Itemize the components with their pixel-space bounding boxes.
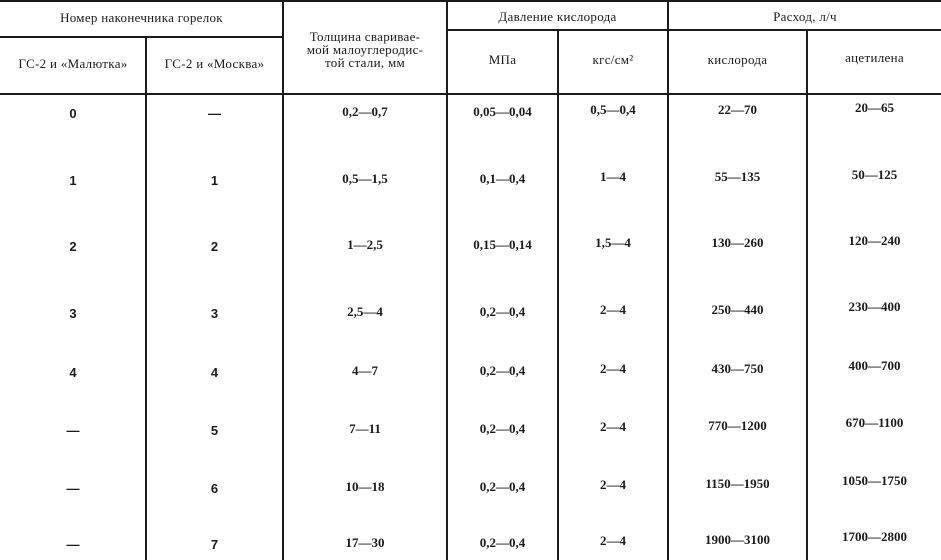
cell-tip-moskva: 4 (210, 365, 219, 380)
cell-tip-malyutka: 1 (69, 173, 77, 188)
cell-consumption-acetylene: 400—700 (848, 358, 901, 373)
cell-thickness: 0,5—1,5 (342, 171, 388, 186)
rule-col-5 (667, 0, 669, 560)
cell-pressure-kgs: 0,5—0,4 (590, 102, 636, 117)
cell-consumption-acetylene: 1050—1750 (842, 473, 907, 488)
rule-header-mid-left (0, 36, 283, 38)
header-tip-number: Номер наконечника горелок (60, 10, 223, 25)
cell-pressure-kgs: 1,5—4 (595, 235, 631, 250)
rule-col-2 (282, 0, 284, 560)
cell-consumption-acetylene: 670—1100 (845, 415, 904, 430)
cell-thickness: 7—11 (349, 421, 381, 436)
cell-thickness: 4—7 (352, 363, 378, 378)
cell-pressure-mpa: 0,15—0,14 (473, 237, 532, 252)
cell-thickness: 0,2—0,7 (342, 104, 388, 119)
header-oxygen-pressure: Давление кислорода (498, 9, 617, 24)
cell-pressure-kgs: 2—4 (600, 361, 626, 376)
cell-consumption-oxygen: 22—70 (718, 102, 757, 117)
cell-tip-malyutka: — (66, 537, 80, 552)
cell-pressure-kgs: 2—4 (600, 302, 626, 317)
cell-tip-moskva: 1 (210, 173, 219, 188)
header-pressure-mpa: МПа (488, 52, 517, 67)
header-pressure-kgs: кгс/см² (592, 52, 634, 67)
cell-consumption-oxygen: 770—1200 (708, 418, 767, 433)
cell-tip-moskva: 2 (210, 239, 219, 254)
cell-tip-moskva: 7 (210, 537, 219, 552)
cell-consumption-oxygen: 250—440 (711, 302, 764, 317)
rule-header-mid-right (447, 29, 941, 31)
cell-pressure-mpa: 0,2—0,4 (479, 479, 526, 494)
cell-thickness: 17—30 (345, 535, 385, 550)
header-consumption-oxygen: кислорода (707, 52, 768, 67)
cell-pressure-kgs: 2—4 (600, 477, 626, 492)
cell-tip-malyutka: 4 (69, 365, 77, 380)
rule-col-3 (446, 0, 448, 560)
cell-pressure-mpa: 0,2—0,4 (479, 535, 526, 550)
header-thickness-line-2: мой малоуглеродис- (306, 42, 424, 57)
cell-pressure-mpa: 0,2—0,4 (479, 421, 526, 436)
cell-tip-moskva: — (208, 106, 221, 121)
header-tip-malyutka: ГС-2 и «Малютка» (18, 56, 128, 71)
cell-pressure-kgs: 2—4 (600, 533, 626, 548)
cell-consumption-oxygen: 130—260 (711, 235, 764, 250)
cell-consumption-oxygen: 430—750 (711, 361, 764, 376)
header-consumption-acetylene: ацетилена (845, 50, 904, 65)
cell-consumption-acetylene: 50—125 (851, 167, 898, 182)
cell-tip-moskva: 6 (210, 481, 219, 496)
cell-pressure-kgs: 1—4 (600, 169, 626, 184)
cell-tip-malyutka: 2 (69, 239, 77, 254)
cell-consumption-acetylene: 120—240 (848, 233, 901, 248)
cell-pressure-mpa: 0,2—0,4 (479, 363, 526, 378)
cell-consumption-acetylene: 1700—2800 (842, 529, 907, 544)
header-tip-moskva: ГС-2 и «Москва» (164, 56, 265, 71)
cell-pressure-mpa: 0,2—0,4 (479, 304, 526, 319)
cell-tip-moskva: 5 (210, 423, 219, 438)
header-thickness-line-1: Толщина сваривае- (309, 29, 421, 44)
cell-consumption-acetylene: 20—65 (855, 100, 894, 115)
cell-pressure-mpa: 0,1—0,4 (479, 171, 526, 186)
cell-tip-malyutka: 3 (69, 306, 77, 321)
cell-thickness: 1—2,5 (347, 237, 383, 252)
rule-top (0, 0, 941, 2)
cell-consumption-oxygen: 1150—1950 (705, 476, 770, 491)
cell-tip-moskva: 3 (210, 306, 219, 321)
cell-tip-malyutka: — (66, 423, 80, 438)
cell-tip-malyutka: 0 (69, 106, 77, 121)
cell-pressure-kgs: 2—4 (600, 419, 626, 434)
cell-consumption-oxygen: 1900—3100 (705, 532, 770, 547)
cell-thickness: 2,5—4 (347, 304, 383, 319)
cell-thickness: 10—18 (345, 479, 385, 494)
rule-header-bottom (0, 93, 941, 95)
header-thickness-line-3: той стали, мм (324, 55, 405, 70)
cell-pressure-mpa: 0,05—0,04 (473, 104, 532, 119)
cell-tip-malyutka: — (66, 481, 80, 496)
cell-consumption-acetylene: 230—400 (848, 299, 901, 314)
header-consumption: Расход, л/ч (773, 9, 837, 24)
cell-consumption-oxygen: 55—135 (714, 169, 761, 184)
